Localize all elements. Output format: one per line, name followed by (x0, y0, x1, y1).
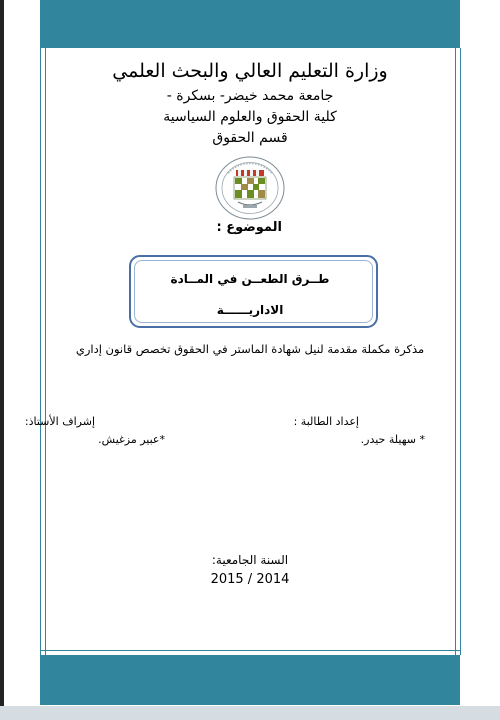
academic-year-label: السنة الجامعية: (211, 553, 289, 567)
supervisor-name: *عبير مزغيش. (98, 433, 165, 446)
memo-description: مذكرة مكملة مقدمة لنيل شهادة الماستر في الحقوق تخصص قانون إداري (75, 342, 425, 356)
thesis-title-line-2: الاداريــــــة (216, 303, 284, 317)
supervisor-label: إشراف الأستاذ: (24, 415, 95, 428)
university-name: جامعة محمد خيضر- بسكرة - (166, 88, 334, 104)
top-decorative-bar (40, 0, 460, 48)
ministry-name: وزارة التعليم العالي والبحث العلمي (112, 60, 388, 82)
frame-line (40, 650, 460, 651)
bottom-decorative-bar (40, 655, 460, 705)
subject-label: الموضوع : (216, 220, 282, 235)
bottom-strip (0, 706, 500, 720)
university-seal-icon (214, 155, 286, 221)
page-edge (0, 0, 4, 720)
thesis-title-line-1: طــرق الطعــن في المــادة (170, 272, 330, 286)
student-name: * سهيلة حيدر. (360, 433, 425, 446)
prepared-by-label: إعداد الطالبة : (293, 415, 359, 428)
title-frame (129, 255, 378, 328)
academic-year-value: 2015 / 2014 (210, 572, 290, 587)
department-name: قسم الحقوق (212, 130, 288, 146)
faculty-name: كلية الحقوق والعلوم السياسية (163, 109, 337, 125)
